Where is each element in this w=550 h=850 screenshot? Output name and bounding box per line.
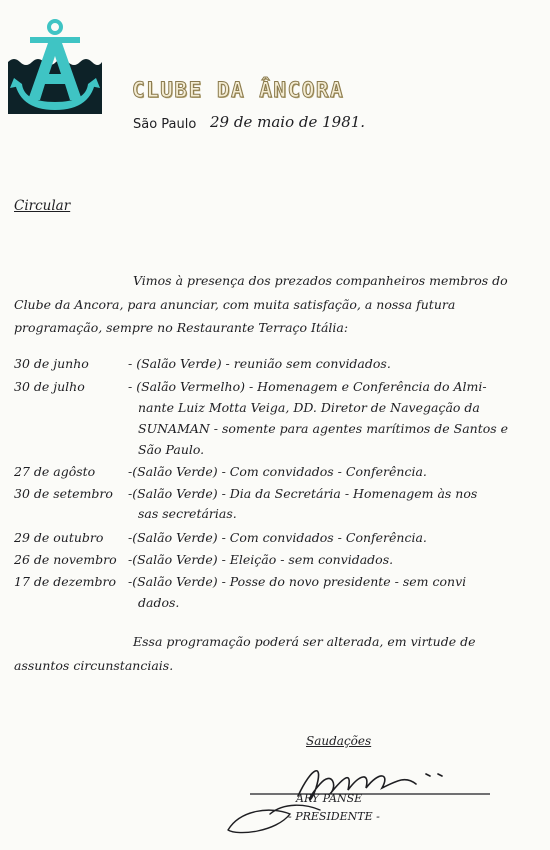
schedule-date: 30 de junho	[14, 356, 89, 371]
intro-line: Clube da Ancora, para anunciar, com muita satisfação, a nossa futura	[14, 297, 456, 312]
intro-line: Vimos à presença dos prezados companheiros membros do	[133, 273, 508, 288]
anchor-logo-icon	[8, 18, 102, 114]
schedule-date: 30 de setembro	[14, 486, 113, 501]
schedule-line: nante Luiz Motta Veiga, DD. Diretor de Navegação da	[138, 400, 480, 415]
schedule-line: sas secretárias.	[138, 506, 237, 521]
schedule-date: 17 de dezembro	[14, 574, 116, 589]
place-text: São Paulo	[133, 117, 197, 132]
schedule-line: -(Salão Verde) - Com convidados - Conferência.	[128, 464, 427, 479]
schedule-line: -(Salão Verde) - Eleição - sem convidados.	[128, 552, 394, 567]
schedule-line: -(Salão Verde) - Posse do novo presidente - sem convi	[128, 574, 467, 589]
schedule-date: 27 de agôsto	[14, 464, 96, 479]
schedule-line: -(Salão Verde) - Com convidados - Conferência.	[128, 530, 427, 545]
schedule-line: SUNAMAN - somente para agentes marítimos de Santos e	[138, 421, 509, 436]
signature-block	[220, 730, 520, 840]
schedule-line: - (Salão Verde) - reunião sem convidados.	[128, 356, 391, 371]
schedule-line: dados.	[138, 595, 180, 610]
handwritten-signature-icon	[220, 744, 520, 840]
schedule-line: São Paulo.	[138, 442, 205, 457]
schedule-date: 26 de novembro	[14, 552, 117, 567]
signer-name: ARY PANSE	[296, 792, 363, 805]
schedule-line: -(Salão Verde) - Dia da Secretária - Homenagem às nos	[128, 486, 478, 501]
greeting-text: Saudações	[306, 734, 372, 748]
club-name: CLUBE DA ÂNCORA	[132, 78, 345, 102]
circular-title: Circular	[14, 198, 71, 214]
schedule-date: 29 de outubro	[14, 530, 104, 545]
closing-line: Essa programação poderá ser alterada, em virtude de	[133, 634, 476, 649]
schedule-line: - (Salão Vermelho) - Homenagem e Conferência do Almi-	[128, 379, 487, 394]
signer-role: - PRESIDENTE -	[288, 810, 380, 823]
schedule-date: 30 de julho	[14, 379, 85, 394]
date-text: 29 de maio de 1981.	[210, 113, 366, 131]
closing-line: assuntos circunstanciais.	[14, 658, 174, 673]
intro-line: programação, sempre no Restaurante Terraço Itália:	[14, 320, 349, 335]
